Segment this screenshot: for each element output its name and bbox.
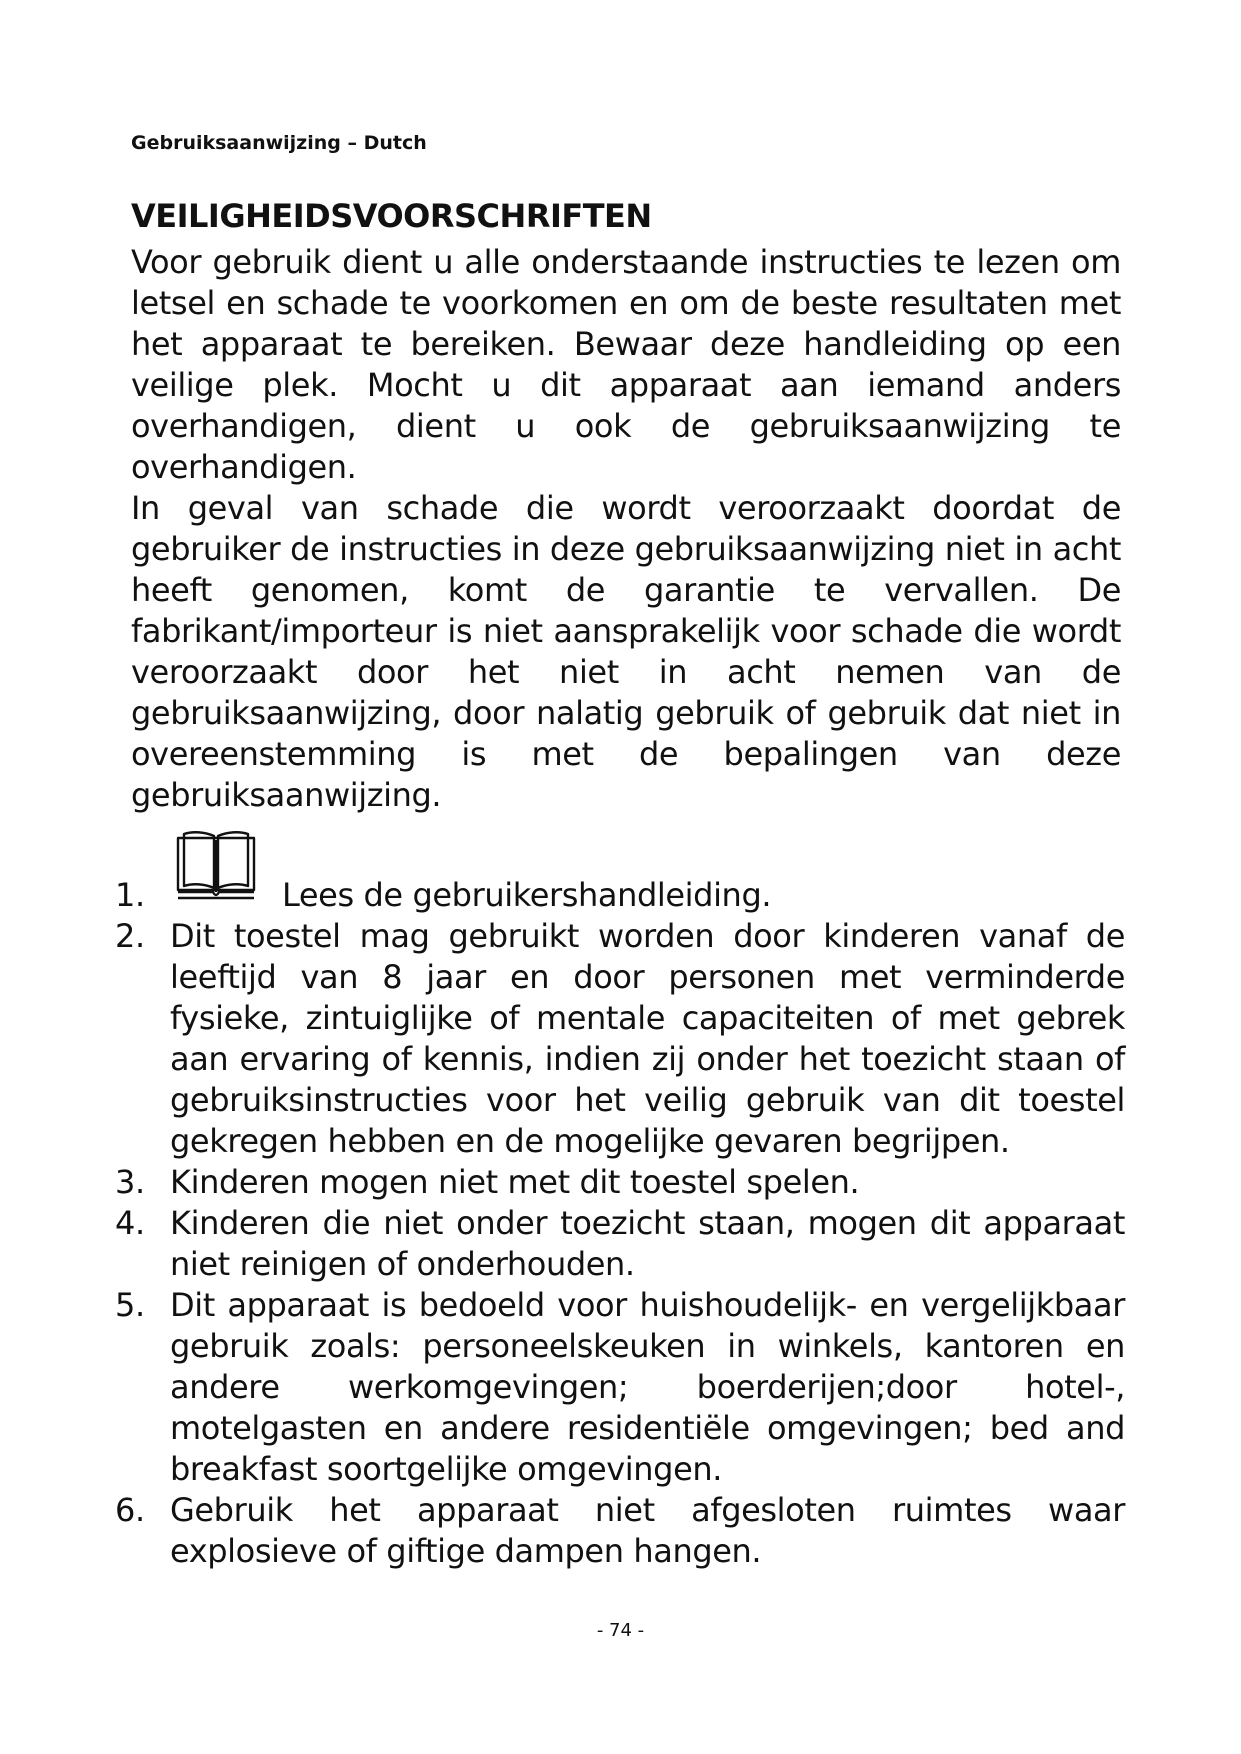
list-item-text: Kinderen die niet onder toezicht staan, mogen dit apparaat niet reinigen of onderhouden. xyxy=(170,1204,1125,1283)
book-icon xyxy=(175,830,257,902)
list-item-text: Dit apparaat is bedoeld voor huishoudelijk- en vergelijkbaar gebruik zoals: personeelskeuken in winkels, kantoren en andere werkomgevingen; boerderijen;door hotel-, motelgasten en andere residentiële omgevingen; bed and breakfast soortgelijke omgevingen. xyxy=(170,1286,1125,1488)
list-item xyxy=(115,1490,1125,1572)
list-item-text: Dit toestel mag gebruikt worden door kinderen vanaf de leeftijd van 8 jaar en door personen met verminderde fysieke, zintuiglijke of mentale capaciteiten of met gebrek aan ervaring of kennis, indien zij onder het toezicht staan of gebruiksinstructies voor het veilig gebruik van dit toestel gekregen hebben en de mogelijke gevaren begrijpen. xyxy=(170,917,1125,1160)
intro-paragraph: In geval van schade die wordt veroorzaakt doordat de gebruiker de instructies in deze gebruiksaanwijzing niet in acht heeft genomen, komt de garantie te vervallen. De fabrikant/importeur is niet aansprakelijk voor schade die wordt veroorzaakt door het niet in acht nemen van de gebruiksaanwijzing, door nalatig gebruik of gebruik dat niet in overeenstemming is met de bepalingen van deze gebruiksaanwijzing. xyxy=(131,489,1121,814)
list-item xyxy=(115,916,1125,1162)
intro-text xyxy=(131,242,1121,816)
list-item xyxy=(115,1285,1125,1490)
list-item xyxy=(115,1162,1125,1203)
list-item-text: Lees de gebruikershandleiding. xyxy=(282,876,772,914)
page-number: - 74 - xyxy=(596,1620,645,1641)
list-item xyxy=(115,1203,1125,1285)
list-item-text: Kinderen mogen niet met dit toestel spelen. xyxy=(170,1163,860,1201)
section-title: VEILIGHEIDSVOORSCHRIFTEN xyxy=(131,197,652,235)
list-item-number: 3. xyxy=(115,1163,145,1201)
list-item xyxy=(115,830,1125,916)
page-header: Gebruiksaanwijzing – Dutch xyxy=(131,132,427,154)
safety-instructions-list xyxy=(115,830,1125,1572)
intro-paragraph: Voor gebruik dient u alle onderstaande instructies te lezen om letsel en schade te voorkomen en om de beste resultaten met het apparaat te bereiken. Bewaar deze handleiding op een veilige plek. Mocht u dit apparaat aan iemand anders overhandigen, dient u ook de gebruiksaanwijzing te overhandigen. xyxy=(131,243,1121,486)
list-item-number: 4. xyxy=(115,1204,145,1242)
list-item-text: Gebruik het apparaat niet afgesloten ruimtes waar explosieve of giftige dampen hangen. xyxy=(170,1491,1125,1570)
list-item-number: 2. xyxy=(115,917,145,955)
list-item-number: 1. xyxy=(115,876,145,914)
list-item-number: 5. xyxy=(115,1286,145,1324)
list-item-number: 6. xyxy=(115,1491,145,1529)
